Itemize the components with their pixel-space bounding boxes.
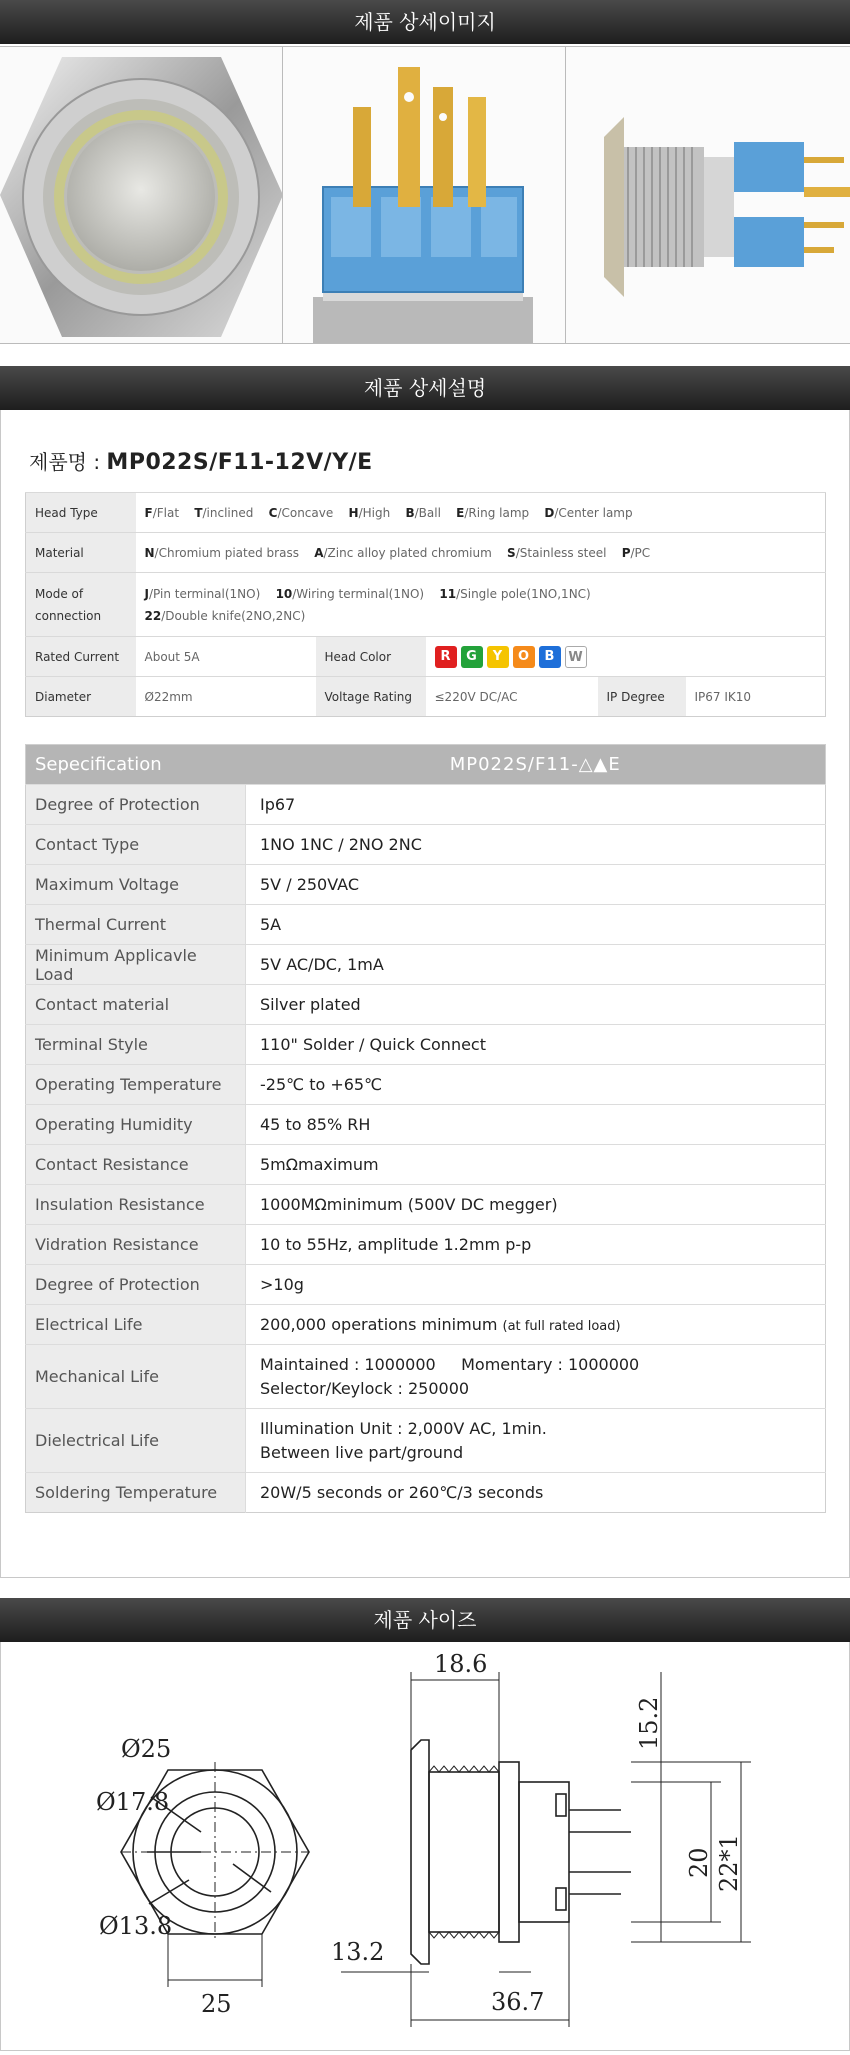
- spec-key: Degree of Protection: [26, 1265, 246, 1305]
- option-label: Rated Current: [26, 637, 136, 677]
- spec-value-line: Between live part/ground: [260, 1442, 464, 1462]
- option-text: /Zinc alloy plated chromium: [323, 545, 492, 560]
- table-row: [26, 1185, 826, 1225]
- product-name-value: MP022S/F11-12V/Y/E: [106, 450, 373, 475]
- option-label: Head Color: [316, 637, 426, 677]
- option-values: [136, 533, 826, 573]
- spec-value: 5V / 250VAC: [246, 865, 826, 905]
- spec-value: 10 to 55Hz, amplitude 1.2mm p-p: [246, 1225, 826, 1265]
- spec-value: 5A: [246, 905, 826, 945]
- spec-value: [246, 1305, 826, 1345]
- option-label: Head Type: [26, 493, 136, 533]
- spec-value: Ip67: [246, 785, 826, 825]
- product-name-label: 제품명 :: [29, 450, 101, 474]
- option-code: 10: [275, 586, 293, 601]
- option-text: /Chromium piated brass: [154, 545, 299, 560]
- spec-value: Silver plated: [246, 985, 826, 1025]
- option-text: /Ball: [414, 505, 441, 520]
- spec-key: Operating Temperature: [26, 1065, 246, 1105]
- spec-key: Contact Resistance: [26, 1145, 246, 1185]
- table-row: [26, 865, 826, 905]
- spec-value: 1NO 1NC / 2NO 2NC: [246, 825, 826, 865]
- spec-key: Thermal Current: [26, 905, 246, 945]
- spec-value-main: 200,000 operations minimum: [260, 1315, 498, 1334]
- spec-key: Terminal Style: [26, 1025, 246, 1065]
- product-image-gallery: [0, 46, 850, 344]
- table-row: [26, 1265, 826, 1305]
- spec-value-line: Maintained : 1000000: [260, 1354, 436, 1374]
- option-code: C: [268, 505, 278, 520]
- specification-table: [25, 744, 826, 1513]
- option-row-current-color: [26, 637, 826, 677]
- option-code: 11: [439, 586, 457, 601]
- spec-key: Insulation Resistance: [26, 1185, 246, 1225]
- table-row: [26, 985, 826, 1025]
- table-row: [26, 1409, 826, 1473]
- option-values: [136, 573, 826, 637]
- option-text: /PC: [630, 545, 651, 560]
- option-values: [136, 493, 826, 533]
- section-title: 제품 상세설명: [363, 376, 487, 400]
- color-swatch-yellow: Y: [487, 646, 509, 668]
- spec-key: Electrical Life: [26, 1305, 246, 1345]
- spec-value: 1000MΩminimum (500V DC megger): [246, 1185, 826, 1225]
- spec-value: 5V AC/DC, 1mA: [246, 945, 826, 985]
- spec-header-left: Sepecification: [26, 745, 246, 785]
- table-row: [26, 945, 826, 985]
- option-row-connection: [26, 573, 826, 637]
- spec-value-note: (at full rated load): [502, 1319, 621, 1334]
- table-row: [26, 905, 826, 945]
- product-photo-side: [566, 47, 850, 343]
- option-text: /Stainless steel: [515, 545, 607, 560]
- option-text: /Double knife(2NO,2NC): [161, 608, 306, 623]
- dimension-drawing: [0, 1642, 850, 2051]
- spec-header-right: MP022S/F11-△▲E: [246, 745, 826, 785]
- dimension-label: 36.7: [491, 1988, 545, 2016]
- option-row-material: [26, 533, 826, 573]
- option-text: /Flat: [152, 505, 180, 520]
- spec-value: 45 to 85% RH: [246, 1105, 826, 1145]
- option-row-diameter-voltage-ip: [26, 677, 826, 717]
- color-swatch-red: R: [435, 646, 457, 668]
- spec-key: Contact material: [26, 985, 246, 1025]
- section-title: 제품 사이즈: [373, 1608, 477, 1632]
- spec-key: Mechanical Life: [26, 1345, 246, 1409]
- spec-key: Soldering Temperature: [26, 1473, 246, 1513]
- option-code: P: [621, 545, 631, 560]
- option-code: J: [144, 586, 149, 601]
- option-code: H: [348, 505, 359, 520]
- option-text: /Center lamp: [554, 505, 633, 520]
- section-title: 제품 상세이미지: [354, 10, 496, 34]
- rated-current-value: About 5A: [136, 637, 316, 677]
- dimension-label: Ø13.8: [99, 1912, 173, 1940]
- voltage-rating-value: ≤220V DC/AC: [426, 677, 598, 717]
- product-photo-terminals: [283, 47, 566, 343]
- option-label: [26, 573, 136, 637]
- option-row-head-type: [26, 493, 826, 533]
- option-label: Voltage Rating: [316, 677, 426, 717]
- product-photo-front: [0, 47, 283, 343]
- spec-key: Vidration Resistance: [26, 1225, 246, 1265]
- dimension-label: 15.2: [635, 1696, 663, 1750]
- detail-panel: [0, 410, 850, 1578]
- dimension-label: Ø17.8: [96, 1788, 170, 1816]
- color-swatch-green: G: [461, 646, 483, 668]
- spec-value: 110" Solder / Quick Connect: [246, 1025, 826, 1065]
- dimension-label: 18.6: [434, 1650, 488, 1678]
- dimension-label: 13.2: [331, 1938, 385, 1966]
- option-code: A: [314, 545, 324, 560]
- option-code: T: [194, 505, 203, 520]
- option-text: /Pin terminal(1NO): [148, 586, 261, 601]
- option-text: /inclined: [202, 505, 254, 520]
- spec-value: [246, 1409, 826, 1473]
- spec-value-line: Selector/Keylock : 250000: [260, 1378, 470, 1398]
- table-row: [26, 1065, 826, 1105]
- table-row: [26, 1473, 826, 1513]
- spec-key: Minimum Applicavle Load: [26, 945, 246, 985]
- option-label-line: connection: [35, 608, 102, 623]
- option-code: F: [144, 505, 153, 520]
- section-header-images: [0, 0, 850, 44]
- table-row: [26, 1105, 826, 1145]
- option-label: Diameter: [26, 677, 136, 717]
- spec-key: Maximum Voltage: [26, 865, 246, 905]
- dimension-label: 22*1: [715, 1834, 743, 1892]
- spec-header: [26, 745, 826, 785]
- table-row: [26, 825, 826, 865]
- option-code: D: [544, 505, 555, 520]
- option-code: E: [456, 505, 465, 520]
- option-code: B: [405, 505, 415, 520]
- option-code: 22: [144, 608, 162, 623]
- spec-value-line: Momentary : 1000000: [461, 1354, 640, 1374]
- dimension-label: 25: [201, 1990, 232, 2018]
- table-row: [26, 1145, 826, 1185]
- option-label: IP Degree: [598, 677, 686, 717]
- option-code: S: [507, 545, 516, 560]
- spec-key: Degree of Protection: [26, 785, 246, 825]
- spec-value: 5mΩmaximum: [246, 1145, 826, 1185]
- dimension-label: 20: [685, 1847, 713, 1878]
- option-text: /High: [358, 505, 391, 520]
- option-text: /Single pole(1NO,1NC): [456, 586, 591, 601]
- section-header-size: [0, 1598, 850, 1642]
- spec-value: -25℃ to +65℃: [246, 1065, 826, 1105]
- spec-value-line: Illumination Unit : 2,000V AC, 1min.: [260, 1418, 547, 1438]
- spec-value: 20W/5 seconds or 260℃/3 seconds: [246, 1473, 826, 1513]
- spec-value: [246, 1345, 826, 1409]
- head-color-swatches: [426, 637, 826, 677]
- table-row: [26, 785, 826, 825]
- option-label: Material: [26, 533, 136, 573]
- spec-value: >10g: [246, 1265, 826, 1305]
- option-table: [25, 492, 826, 717]
- option-text: /Concave: [277, 505, 334, 520]
- color-swatch-blue: B: [539, 646, 561, 668]
- table-row: [26, 1305, 826, 1345]
- color-swatch-white: W: [565, 646, 587, 668]
- option-code: N: [144, 545, 155, 560]
- dimension-label: Ø25: [121, 1735, 172, 1763]
- spec-key: Contact Type: [26, 825, 246, 865]
- spec-key: Dielectrical Life: [26, 1409, 246, 1473]
- spec-key: Operating Humidity: [26, 1105, 246, 1145]
- diameter-value: Ø22mm: [136, 677, 316, 717]
- table-row: [26, 1225, 826, 1265]
- product-name: [29, 446, 373, 475]
- option-text: /Ring lamp: [464, 505, 530, 520]
- option-text: /Wiring terminal(1NO): [292, 586, 425, 601]
- table-row: [26, 1345, 826, 1409]
- option-label-line: Mode of: [35, 586, 84, 601]
- ip-degree-value: IP67 IK10: [686, 677, 826, 717]
- section-header-detail: [0, 366, 850, 410]
- color-swatch-orange: O: [513, 646, 535, 668]
- table-row: [26, 1025, 826, 1065]
